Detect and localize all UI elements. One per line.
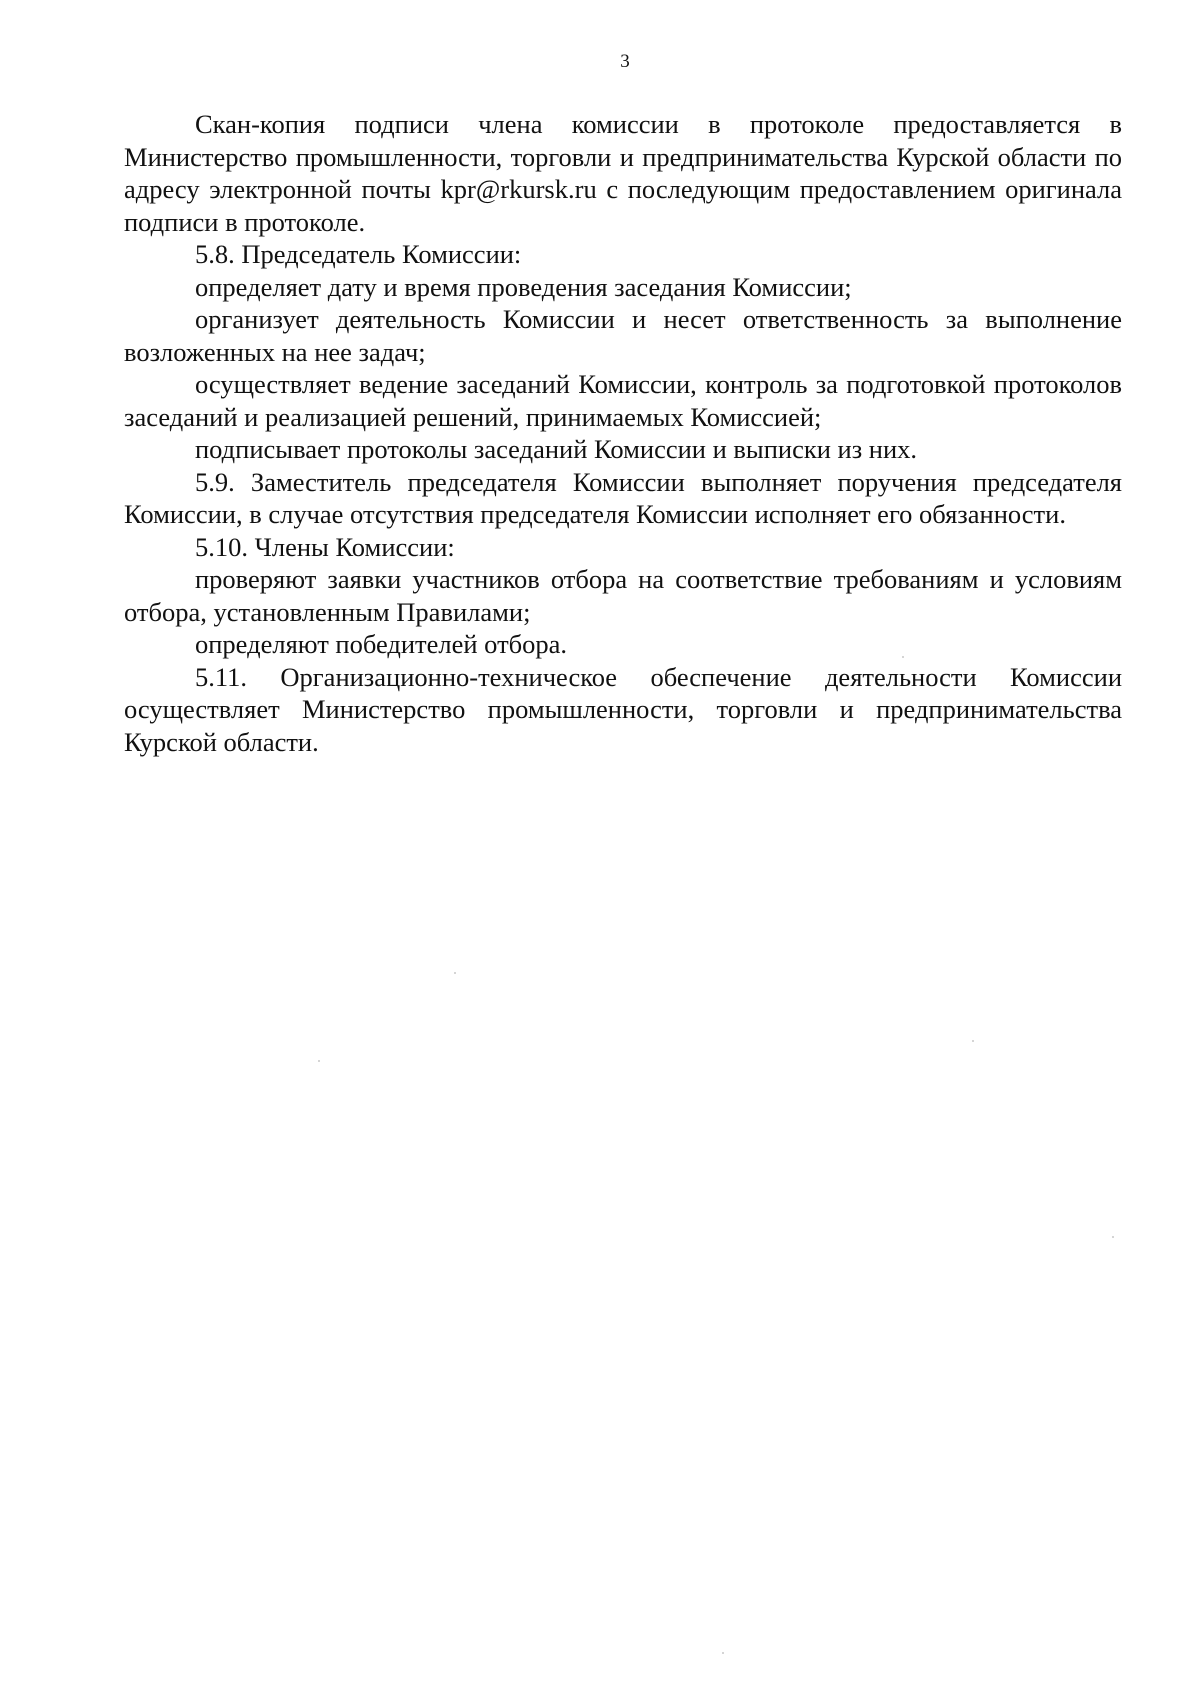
paragraph-chair-defines-date: определяет дату и время проведения заседания Комиссии; (195, 271, 852, 302)
paragraph-chair-conducts: осуществляет ведение заседаний Комиссии, контроль за подготовкой протоколов заседаний и реализацией решений, принимаемых Комиссией; (124, 369, 1122, 432)
paragraph-section-5-10-heading: 5.10. Члены Комиссии: (195, 531, 455, 562)
paragraph-section-5-8-heading: 5.8. Председатель Комиссии: (195, 239, 522, 269)
document-body (124, 108, 1122, 758)
scan-speck (902, 656, 904, 658)
scan-speck (722, 1652, 724, 1654)
page-number: 3 (620, 51, 630, 72)
paragraph-chair-organizes: организует деятельность Комиссии и несет ответственность за выполнение возложенных на нее задач; (124, 304, 1122, 367)
paragraph-section-5-9: 5.9. Заместитель председателя Комиссии выполняет поручения председателя Комиссии, в случае отсутствия председателя Комиссии исполняет его обязанности. (124, 466, 1122, 529)
paragraph-chair-signs: подписывает протоколы заседаний Комиссии и выписки из них. (195, 434, 918, 464)
scan-speck (972, 1040, 974, 1042)
paragraph-section-5-11: 5.11. Организационно-техническое обеспечение деятельности Комиссии осуществляет Министерство промышленности, торговли и предпринимательства Курской области. (124, 661, 1122, 757)
scan-speck (318, 1060, 320, 1062)
scan-speck (454, 972, 456, 974)
paragraph-members-determine: определяют победителей отбора. (195, 629, 568, 659)
scan-speck (1112, 1236, 1114, 1238)
paragraph-signature-scan: Скан-копия подписи члена комиссии в протоколе предоставляется в Министерство промышленности, торговли и предпринимательства Курской области по адресу электронной почты kpr@rkursk.ru с последующим предоставлением оригинала подписи в протоколе. (124, 109, 1122, 237)
paragraph-members-check: проверяют заявки участников отбора на соответствие требованиям и условиям отбора, установленным Правилами; (124, 564, 1122, 627)
